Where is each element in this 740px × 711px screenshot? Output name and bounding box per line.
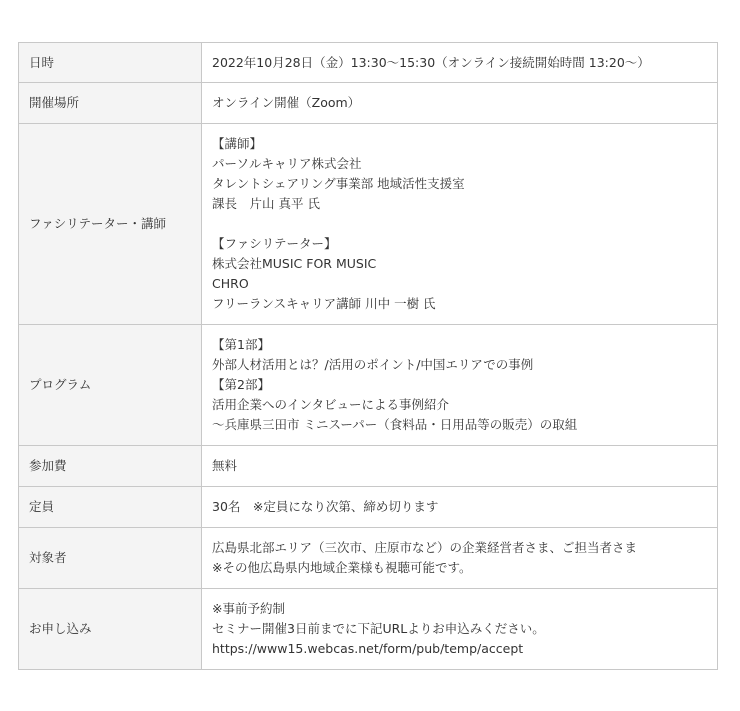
value-line: 【第2部】 <box>212 377 270 392</box>
row-label: 参加費 <box>19 446 202 487</box>
table-row-program <box>19 325 718 446</box>
row-label: 開催場所 <box>19 83 202 124</box>
value-line: 株式会社MUSIC FOR MUSIC <box>212 256 377 271</box>
value-line: パーソルキャリア株式会社 <box>212 156 362 171</box>
value-line: CHRO <box>212 276 249 291</box>
row-value <box>202 124 718 325</box>
value-line: 30名 ※定員になり次第、締め切ります <box>212 499 439 514</box>
value-line: 〜兵庫県三田市 ミニスーパー（食料品・日用品等の販売）の取組 <box>212 417 578 432</box>
row-value <box>202 83 718 124</box>
row-value <box>202 446 718 487</box>
row-label: 定員 <box>19 487 202 528</box>
value-line: フリーランスキャリア講師 川中 一樹 氏 <box>212 296 436 311</box>
table-row-capacity <box>19 487 718 528</box>
value-line: 外部人材活用とは？/活用のポイント/中国エリアでの事例 <box>212 357 534 372</box>
table-row-speakers <box>19 124 718 325</box>
table-row-venue <box>19 83 718 124</box>
event-info-table <box>18 42 718 670</box>
row-label: お申し込み <box>19 589 202 670</box>
value-line: タレントシェアリング事業部 地域活性支援室 <box>212 176 465 191</box>
blank-line <box>212 214 707 234</box>
row-value <box>202 528 718 589</box>
value-line: 無料 <box>212 458 238 473</box>
value-line: 【ファシリテーター】 <box>212 236 337 251</box>
row-value <box>202 589 718 670</box>
row-value <box>202 325 718 446</box>
value-line: 活用企業へのインタビューによる事例紹介 <box>212 397 450 412</box>
row-value <box>202 487 718 528</box>
table-row-application <box>19 589 718 670</box>
row-label: プログラム <box>19 325 202 446</box>
table-row-datetime <box>19 43 718 83</box>
row-value <box>202 43 718 83</box>
value-line: セミナー開催3日前までに下記URLよりお申込みください。 <box>212 621 545 636</box>
value-line: 課長 片山 真平 氏 <box>212 196 320 211</box>
table-row-audience <box>19 528 718 589</box>
value-line: 【講師】 <box>212 136 263 151</box>
value-line: ※その他広島県内地域企業様も視聴可能です。 <box>212 560 472 575</box>
value-line: 2022年10月28日（金）13:30〜15:30（オンライン接続開始時間 13:20〜） <box>212 54 650 70</box>
row-label: 対象者 <box>19 528 202 589</box>
value-line: オンライン開催（Zoom） <box>212 95 361 110</box>
row-label: ファシリテーター・講師 <box>19 124 202 325</box>
application-url-link[interactable]: https://www15.webcas.net/form/pub/temp/accept <box>212 641 524 656</box>
value-line: 広島県北部エリア（三次市、庄原市など）の企業経営者さま、ご担当者さま <box>212 540 638 555</box>
value-line: 【第1部】 <box>212 337 270 352</box>
row-label: 日時 <box>19 43 202 83</box>
table-row-fee <box>19 446 718 487</box>
value-line: ※事前予約制 <box>212 601 285 616</box>
